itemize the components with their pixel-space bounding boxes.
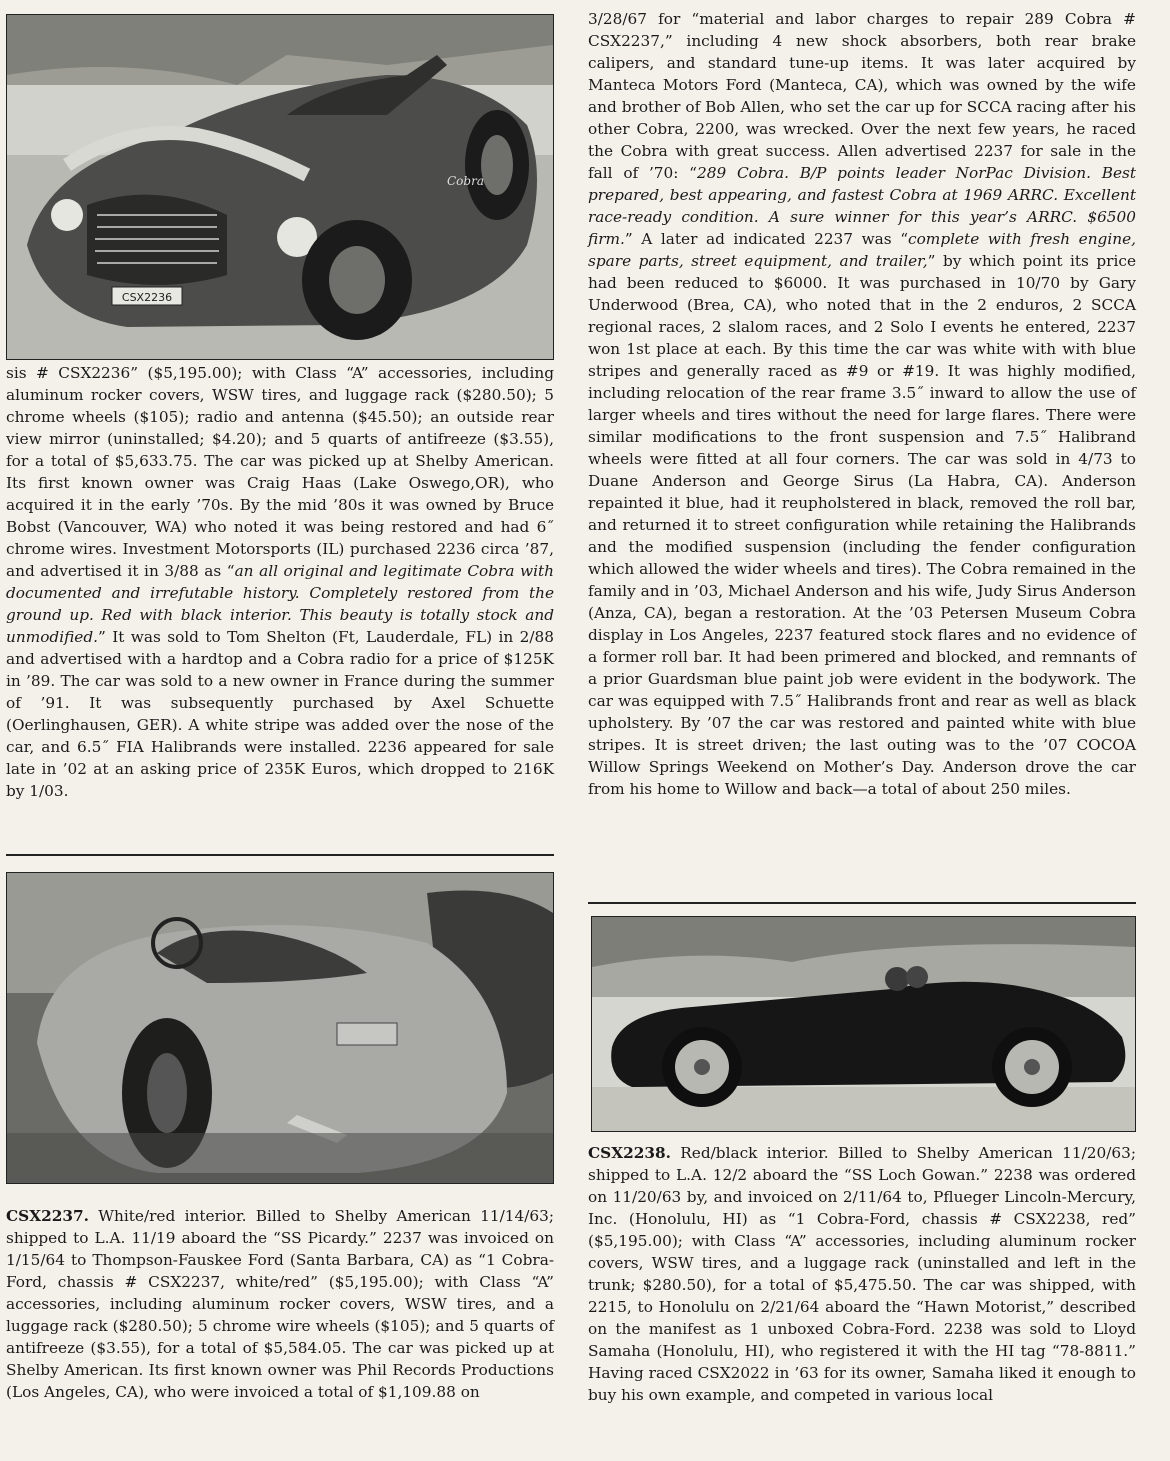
csx2236-history-paragraph — [6, 362, 554, 802]
quoted-ad-text: an all original and legitimate Cobra with documented and irrefutable history. Completely restored from the ground up. Red with black interior. This beauty is totally stock and unmodified. — [6, 562, 554, 646]
quoted-ad-text: complete with fresh engine, spare parts, street equipment, and trailer, — [588, 230, 1136, 270]
entry-heading: CSX2238. — [588, 1144, 671, 1162]
photo-csx2238-side — [591, 916, 1136, 1132]
body-text: White/red interior. Billed to Shelby American 11/14/63; shipped to L.A. 11/19 aboard the “SS Picardy.” 2237 was invoiced on 1/15/64 to Thompson-Fauskee Ford (Santa Barbara, CA) as “1 Cobra-Ford, chassis # CSX2237, white/red” ($5,195.00); with Class “A” accessories, including aluminum rocker covers, WSW tires, and a luggage rack ($280.50); 5 chrome wire wheels ($105); and 5 quarts of antifreeze ($3.55), for a total of $5,584.05. The car was picked up at Shelby American. Its first known owner was Phil Records Productions (Los Angeles, CA), who were invoiced a total of $1,109.88 on — [6, 1207, 554, 1401]
front-plate-text: CSX2236 — [121, 291, 173, 304]
csx2238-paragraph — [588, 1142, 1136, 1406]
csx2237-paragraph — [6, 1205, 554, 1403]
body-text: ” It was sold to Tom Shelton (Ft, Lauderdale, FL) in 2/88 and advertised with a hardtop and a Cobra radio for a price of $125K in ’89. The car was sold to a new owner in France during the summer of ’91. It was subsequently purchased by Axel Schuette (Oerlinghausen, GER). A white stripe was added over the nose of the car, and 6.5˝ FIA Halibrands were installed. 2236 appeared for sale late in ’02 at an asking price of 235K Euros, which dropped to 216K by 1/03. — [6, 628, 554, 800]
entry-heading: CSX2237. — [6, 1207, 89, 1225]
body-text: Red/black interior. Billed to Shelby American 11/20/63; shipped to L.A. 12/2 aboard the “SS Loch Gowan.” 2238 was ordered on 11/20/63 by, and invoiced on 2/11/64 to, Pflueger Lincoln-Mercury, Inc. (Honolulu, HI) as “1 Cobra-Ford, chassis # CSX2238, red” ($5,195.00); with Class “A” accessories, including aluminum rocker covers, WSW tires, and a luggage rack (uninstalled and left in the trunk; $280.50), for a total of $5,475.50. The car was shipped, with 2215, to Honolulu on 2/21/64 aboard the “Hawn Motorist,” described on the manifest as 1 unboxed Cobra-Ford. 2238 was sold to Lloyd Samaha (Honolulu, HI), who registered it with the HI tag “78-8811.” Having raced CSX2022 in ’63 for its owner, Samaha liked it enough to buy his own example, and competed in various local — [588, 1144, 1136, 1404]
section-divider — [6, 854, 554, 856]
quoted-ad-text: 289 Cobra. B/P points leader NorPac Division. Best prepared, best appearing, and fastest Cobra at 1969 ARRC. Excellent race-ready condition. A sure winner for this year’s ARRC. $6500 firm. — [588, 164, 1137, 248]
csx2237-history-paragraph — [588, 8, 1136, 800]
photo-csx2236-front — [6, 14, 554, 360]
body-text: ” by which point its price had been reduced to $6000. It was purchased in 10/70 by Gary Underwood (Brea, CA), who noted that in the 2 enduros, 2 SCCA regional races, 2 slalom races, and 2 Solo I events he entered, 2237 won 1st place at each. By this time the car was white with with blue stripes and generally raced as #9 or #19. It was highly modified, including relocation of the rear frame 3.5˝ inward to allow the use of larger wheels and tires without the need for large flares. There were similar modifications to the front suspension and 7.5˝ Halibrand wheels were fitted at all four corners. The car was sold in 4/73 to Duane Anderson and George Sirus (La Habra, CA). Anderson repainted it blue, had it reupholstered in black, removed the roll bar, and returned it to street configuration while retaining the Halibrands and the modified suspension (including the fender configuration which allowed the wider wheels and tires). The Cobra remained in the family and in ’03, Michael Anderson and his wife, Judy Sirus Anderson (Anza, CA), began a restoration. At the ’03 Petersen Museum Cobra display in Los Angeles, 2237 featured stock flares and no evidence of a former roll bar. It had been primered and blocked, and remnants of a prior Guardsman blue paint job were evident in the bodywork. The car was equipped with 7.5˝ Halibrands front and rear as well as black upholstery. By ’07 the car was restored and painted white with blue stripes. It is street driven; the last outing was to the ’07 COCOA Willow Springs Weekend on Mother’s Day. Anderson drove the car from his home to Willow and back—a total of about 250 miles. — [588, 252, 1136, 798]
door-script-text: Cobra — [447, 174, 484, 188]
photo-csx2237-rear — [6, 872, 554, 1184]
body-text: sis # CSX2236” ($5,195.00); with Class “A” accessories, including aluminum rocker covers, WSW tires, and luggage rack ($280.50); 5 chrome wheels ($105); radio and antenna ($45.50); an outside rear view mirror (uninstalled; $4.20); and 5 quarts of antifreeze ($3.55), for a total of $5,633.75. The car was picked up at Shelby American. Its first known owner was Craig Haas (Lake Oswego,OR), who acquired it in the early ’70s. By the mid ’80s it was owned by Bruce Bobst (Vancouver, WA) who noted it was being restored and had 6˝ chrome wires. Investment Motorsports (IL) purchased 2236 circa ’87, and advertised it in 3/88 as “ — [6, 364, 554, 580]
body-text: 3/28/67 for “material and labor charges to repair 289 Cobra # CSX2237,” including 4 new shock absorbers, both rear brake calipers, and standard tune-up items. It was later acquired by Manteca Motors Ford (Manteca, CA), which was owned by the wife and brother of Bob Allen, who set the car up for SCCA racing after his other Cobra, 2200, was wrecked. Over the next few years, he raced the Cobra with great success. Allen advertised 2237 for sale in the fall of ’70: “ — [588, 10, 1136, 182]
section-divider — [588, 902, 1136, 904]
body-text: ” A later ad indicated 2237 was “ — [624, 230, 909, 248]
